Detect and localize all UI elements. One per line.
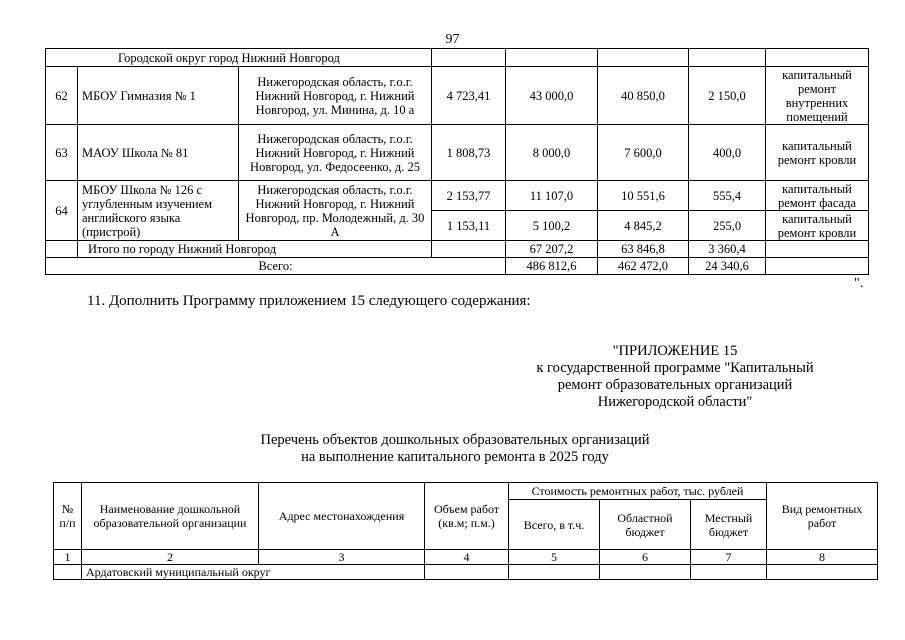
appendix-line: к государственной программе "Капитальный [536,360,814,376]
cost-total: 5 100,2 [506,211,598,241]
cost-local: 400,0 [689,125,766,181]
list-title-line: на выполнение капитального ремонта в 2025 году [301,449,609,465]
cost-local: 555,4 [689,181,766,211]
cost-local: 255,0 [689,211,766,241]
appendix-header [520,343,830,411]
header-address: Адрес местонахождения [259,483,425,550]
cost-local: 2 150,0 [689,67,766,125]
column-number: 6 [600,550,691,565]
grand-total-regional: 462 472,0 [598,258,689,275]
repair-kind: капитальный ремонт внутренних помещений [766,67,869,125]
column-number: 5 [509,550,600,565]
column-number: 3 [259,550,425,565]
header-local: Местный бюджет [691,500,767,550]
grand-total-label: Всего: [46,258,506,275]
city-total-sum: 67 207,2 [506,241,598,258]
repair-kind: капитальный ремонт кровли [766,125,869,181]
header-regional: Областной бюджет [600,500,691,550]
cost-regional: 4 845,2 [598,211,689,241]
work-volume: 2 153,77 [432,181,506,211]
appendix-line: Нижегородской области" [597,394,753,410]
work-volume: 1 808,73 [432,125,506,181]
column-number: 2 [82,550,259,565]
table-row [46,125,869,181]
repair-kind: капитальный ремонт кровли [766,211,869,241]
row-number: 62 [46,67,78,125]
cost-regional: 7 600,0 [598,125,689,181]
header-total: Всего, в т.ч. [509,500,600,550]
city-total-row [46,241,869,258]
school-address: Нижегородская область, г.о.г. Нижний Новгород, г. Нижний Новгород, ул. Федосеенко, д. 25 [239,125,432,181]
header-volume: Объем работ (кв.м; п.м.) [425,483,509,550]
amendment-paragraph: 11. Дополнить Программу приложением 15 следующего содержания: [87,293,531,309]
row-number: 64 [46,181,78,241]
column-numbers-row [54,550,878,565]
preschool-objects-table [53,482,878,580]
header-repair-kind: Вид ремонтных работ [767,483,878,550]
region-row [54,565,878,580]
column-number: 4 [425,550,509,565]
table-row [46,67,869,125]
city-total-regional: 63 846,8 [598,241,689,258]
header-name: Наименование дошкольной образовательной организации [82,483,259,550]
list-title-line: Перечень объектов дошкольных образовательных организаций [260,432,650,448]
cost-total: 43 000,0 [506,67,598,125]
objects-table-continued [45,48,869,275]
school-address: Нижегородская область, г.о.г. Нижний Новгород, г. Нижний Новгород, пр. Молодежный, д. 30 А [239,181,432,241]
repair-kind: капитальный ремонт фасада [766,181,869,211]
cost-regional: 40 850,0 [598,67,689,125]
region-header: Городской округ город Нижний Новгород [46,49,432,67]
school-name: МБОУ Гимназия № 1 [78,67,239,125]
school-name: МБОУ Школа № 126 с углубленным изучением английского языка (пристрой) [78,181,239,241]
cost-total: 8 000,0 [506,125,598,181]
city-total-label: Итого по городу Нижний Новгород [78,241,432,258]
page-number: 97 [445,32,460,47]
appendix-line: "ПРИЛОЖЕНИЕ 15 [612,343,738,359]
work-volume: 1 153,11 [432,211,506,241]
table-row [46,181,869,211]
header-number: № п/п [54,483,82,550]
school-name: МАОУ Школа № 81 [78,125,239,181]
region-name: Ардатовский муниципальный округ [82,565,425,580]
work-volume: 4 723,41 [432,67,506,125]
header-cost-group: Стоимость ремонтных работ, тыс. рублей [509,483,767,500]
grand-total-row [46,258,869,275]
closing-quote: ". [854,276,864,291]
city-total-local: 3 360,4 [689,241,766,258]
cost-regional: 10 551,6 [598,181,689,211]
grand-total-local: 24 340,6 [689,258,766,275]
cost-total: 11 107,0 [506,181,598,211]
row-number: 63 [46,125,78,181]
column-number: 1 [54,550,82,565]
column-number: 8 [767,550,878,565]
region-header-row [46,49,869,67]
list-title [140,432,770,466]
grand-total-sum: 486 812,6 [506,258,598,275]
school-address: Нижегородская область, г.о.г. Нижний Новгород, г. Нижний Новгород, ул. Минина, д. 10 а [239,67,432,125]
column-number: 7 [691,550,767,565]
appendix-line: ремонт образовательных организаций [557,377,793,393]
